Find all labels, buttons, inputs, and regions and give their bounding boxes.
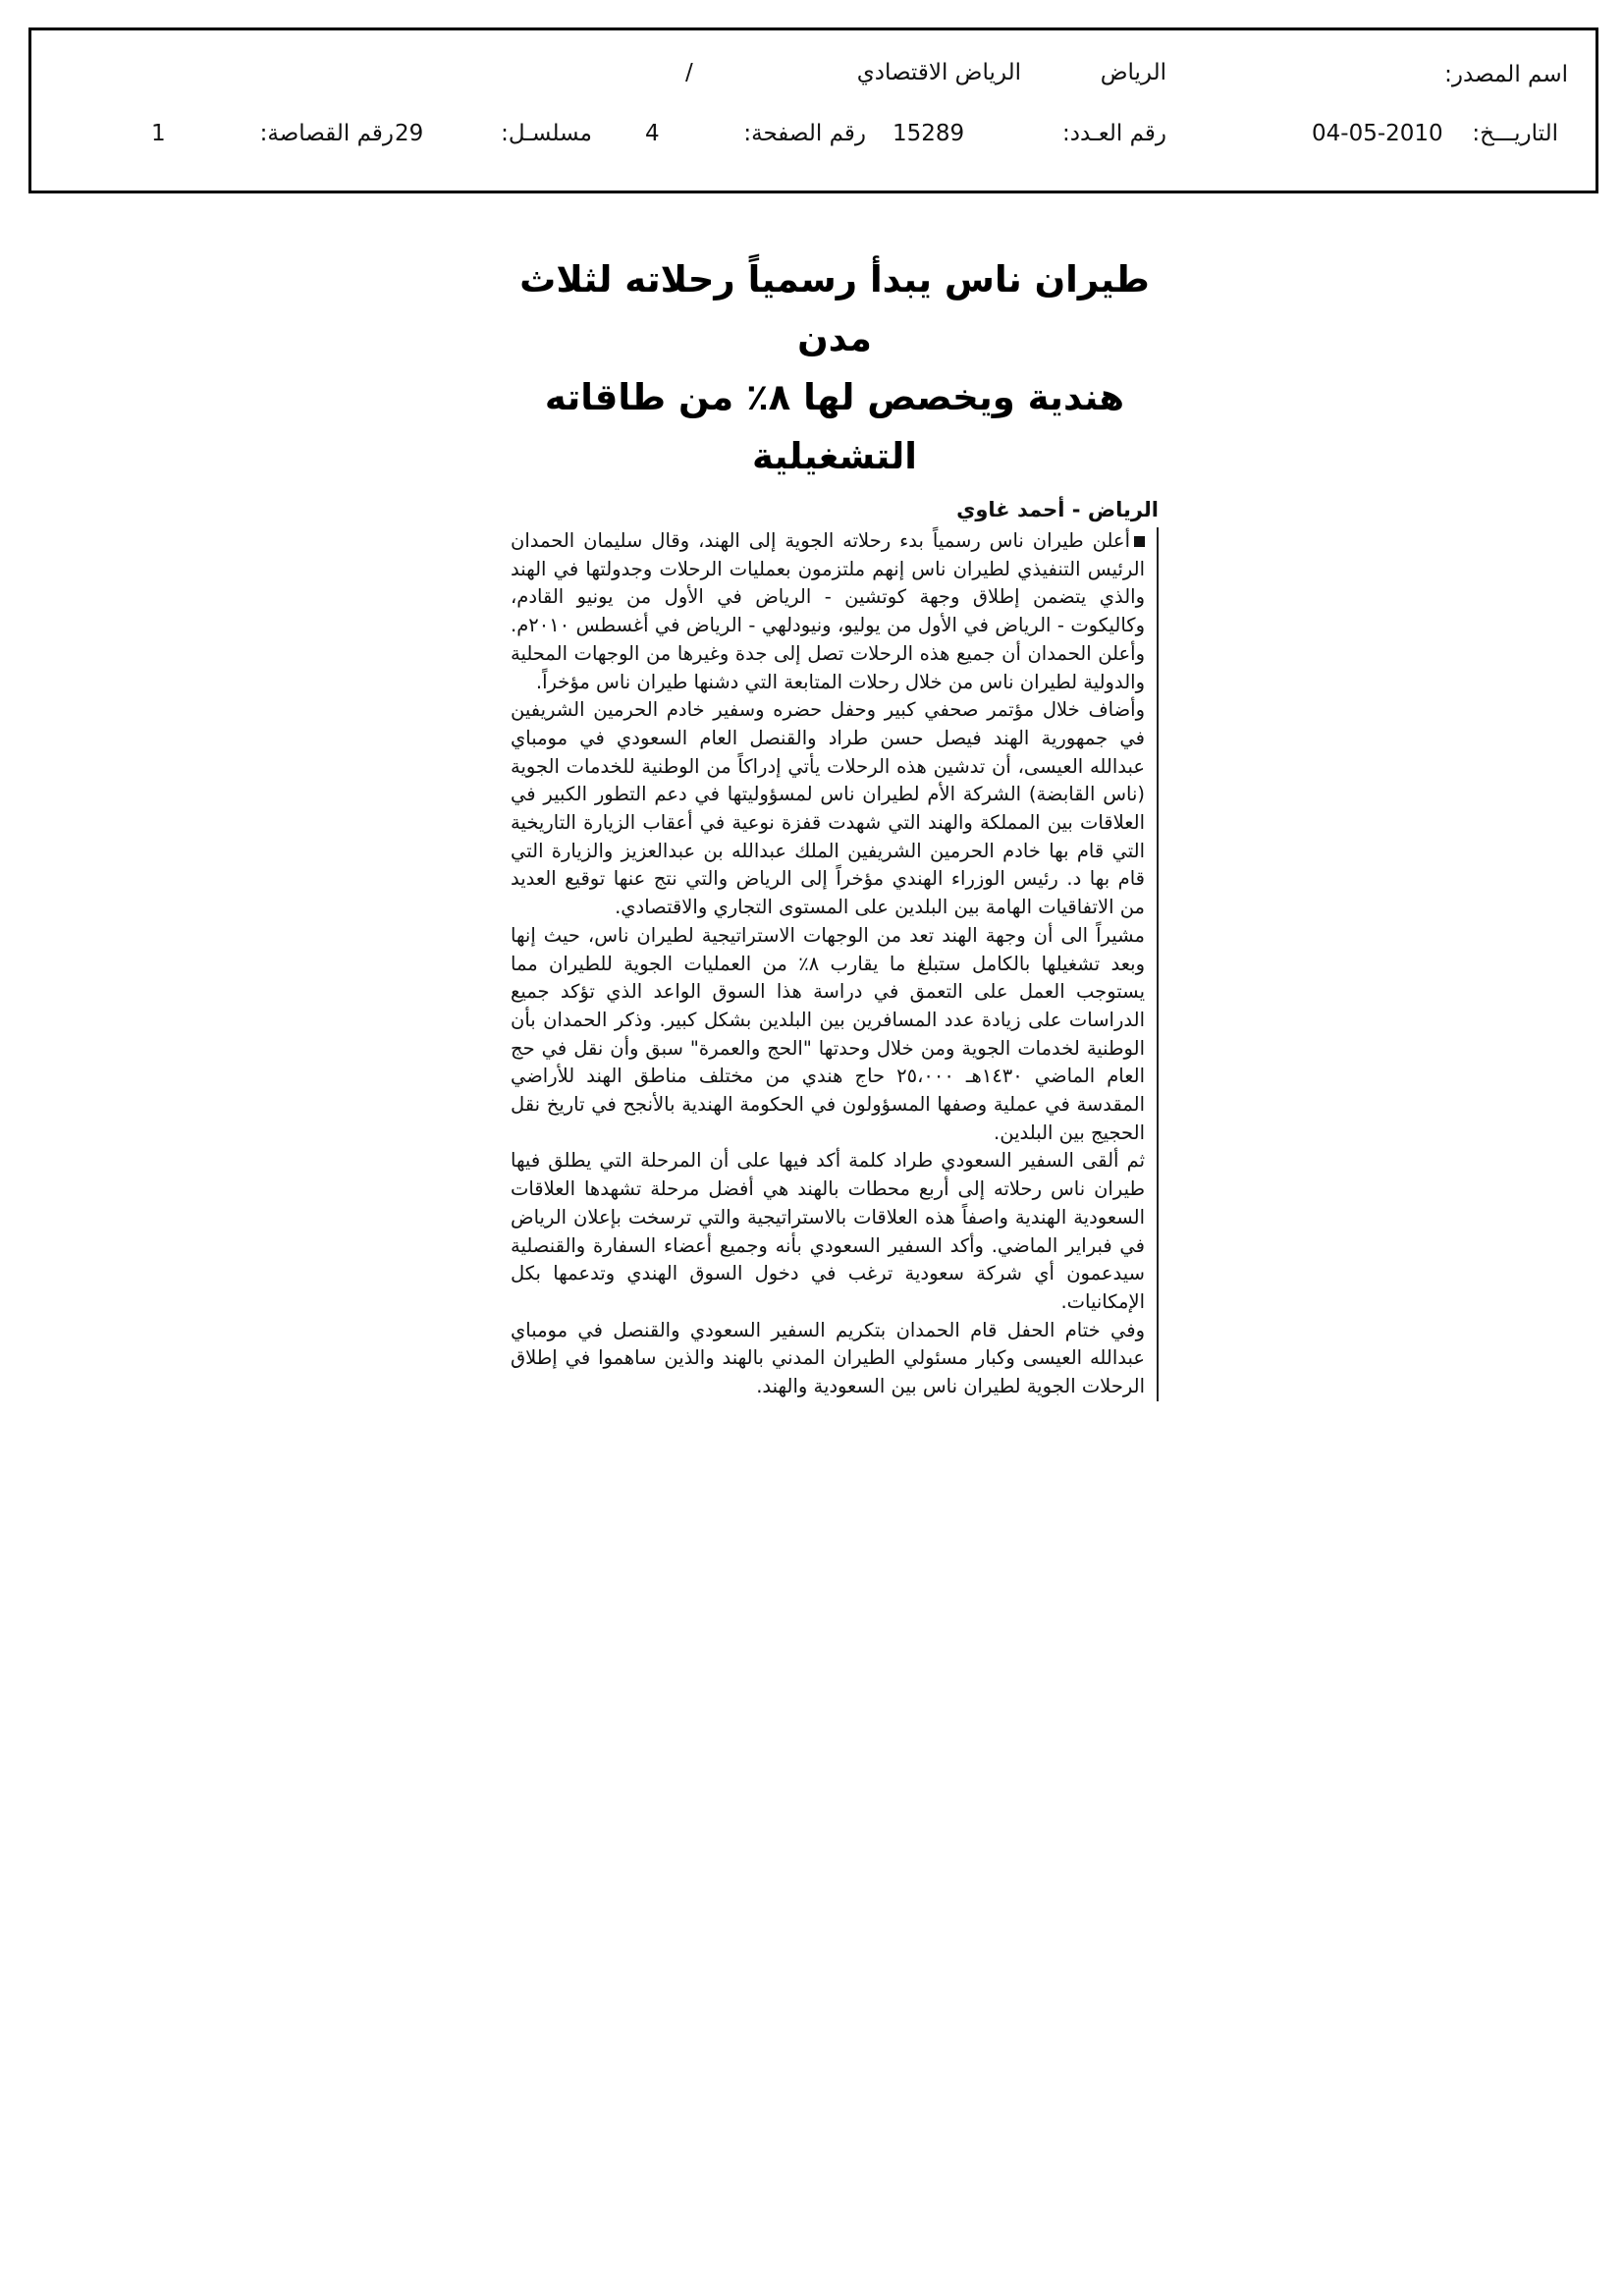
article-paragraph: وأضاف خلال مؤتمر صحفي كبير وحفل حضره وسفير خادم الحرمين الشريفين في جمهورية الهند فيصل حسن طراد والقنصل العام السعودي في مومباي عبدالله العيسى، أن تدشين هذه الرحلات يأتي إدراكاً من الوطنية للخدمات الجوية (ناس القابضة) الشركة الأم لطيران ناس لمسؤوليتها في دعم التطور الكبير في العلاقات بين المملكة والهند التي شهدت قفزة نوعية في أعقاب الزيارة التاريخية التي قام بها خادم الحرمين الشريفين الملك عبدالله بن عبدالعزيز والزيارة التي قام بها د. رئيس الوزراء الهندي مؤخراً إلى الرياض والتي نتج عنها توقيع العديد من الاتفاقيات الهامة بين البلدين على المستوى التجاري والاقتصادي. [511,698,1145,919]
source-city: الرياض [1100,60,1166,85]
clipping-metadata-box [28,27,1598,193]
page-label: رقم الصفحة: [743,121,866,146]
source-separator: / [685,60,693,85]
serial-value: 29 [395,121,424,146]
article-body [511,527,1159,1401]
article-paragraph [511,527,1145,696]
article-paragraph: ثم ألقى السفير السعودي طراد كلمة أكد فيها على أن المرحلة التي يطلق فيها طيران ناس رحلاته إلى أربع محطات بالهند هي أفضل مرحلة تشهدها العلاقات السعودية الهندية واصفاً هذه العلاقات بالاستراتيجية والتي ترسخت بإعلان الرياض في فبراير الماضي. وأكد السفير السعودي بأنه وجميع أعضاء السفارة والقنصلية سيدعمون أي شركة سعودية ترغب في دخول السوق الهندي وتدعمها بكل الإمكانيات. [511,1149,1145,1313]
source-paper: الرياض الاقتصادي [856,60,1021,85]
article-paragraph: مشيراً الى أن وجهة الهند تعد من الوجهات الاستراتيجية لطيران ناس، حيث إنها وبعد تشغيلها بالكامل ستبلغ ما يقارب ٨٪ من العمليات الجوية للطيران مما يستوجب العمل على التعمق في دراسة هذا السوق الواعد الذي تؤكد جميع الدراسات على زيادة عدد المسافرين بين البلدين بشكل كبير. وذكر الحمدان بأن الوطنية لخدمات الجوية ومن خلال وحدتها "الحج والعمرة" سبق وأن نقل في حج العام الماضي ١٤٣٠هـ ٢٥،٠٠٠ حاج هندي من مختلف مناطق الهند للأراضي المقدسة في عملية وصفها المسؤولون في الحكومة الهندية بالأنجح في تاريخ نقل الحجيج بين البلدين. [511,923,1145,1144]
headline-line-2: هندية ويخصص لها ٨٪ من طاقاته التشغيلية [544,376,1125,477]
source-label: اسم المصدر: [1444,62,1568,87]
page-value: 4 [645,121,660,146]
clipping-value: 1 [151,121,166,146]
date-label: التاريـــخ: [1472,121,1558,146]
news-article [511,250,1159,1401]
bullet-square-icon [1134,536,1145,547]
paragraph-text: أعلن طيران ناس رسمياً بدء رحلاته الجوية إلى الهند، وقال سليمان الحمدان الرئيس التنفيذي لطيران ناس إنهم ملتزمون بعمليات الرحلات وجدولتها في الهند والذي يتضمن إطلاق وجهة كوتشين - الرياض في الأول من يونيو القادم، وكاليكوت - الرياض في الأول من يوليو، ونيودلهي - الرياض في أغسطس ٢٠١٠م. وأعلن الحمدان أن جميع هذه الرحلات تصل إلى جدة وغيرها من الوجهات المحلية والدولية لطيران ناس من خلال رحلات المتابعة التي دشنها طيران ناس مؤخراً. [511,529,1145,693]
article-byline: الرياض - أحمد غاوي [956,498,1159,521]
date-value: 04-05-2010 [1312,121,1443,146]
issue-label: رقم العـدد: [1061,121,1166,146]
clipping-label: رقم القصاصة: [259,121,394,146]
headline-line-1: طيران ناس يبدأ رسمياً رحلاته لثلاث مدن [519,258,1150,359]
issue-value: 15289 [893,121,965,146]
article-paragraph: وفي ختام الحفل قام الحمدان بتكريم السفير السعودي والقنصل في مومباي عبدالله العيسى وكبار مسئولي الطيران المدني بالهند والذين ساهموا في إطلاق الرحلات الجوية لطيران ناس بين السعودية والهند. [511,1318,1145,1398]
serial-label: مسلسـل: [501,121,592,146]
